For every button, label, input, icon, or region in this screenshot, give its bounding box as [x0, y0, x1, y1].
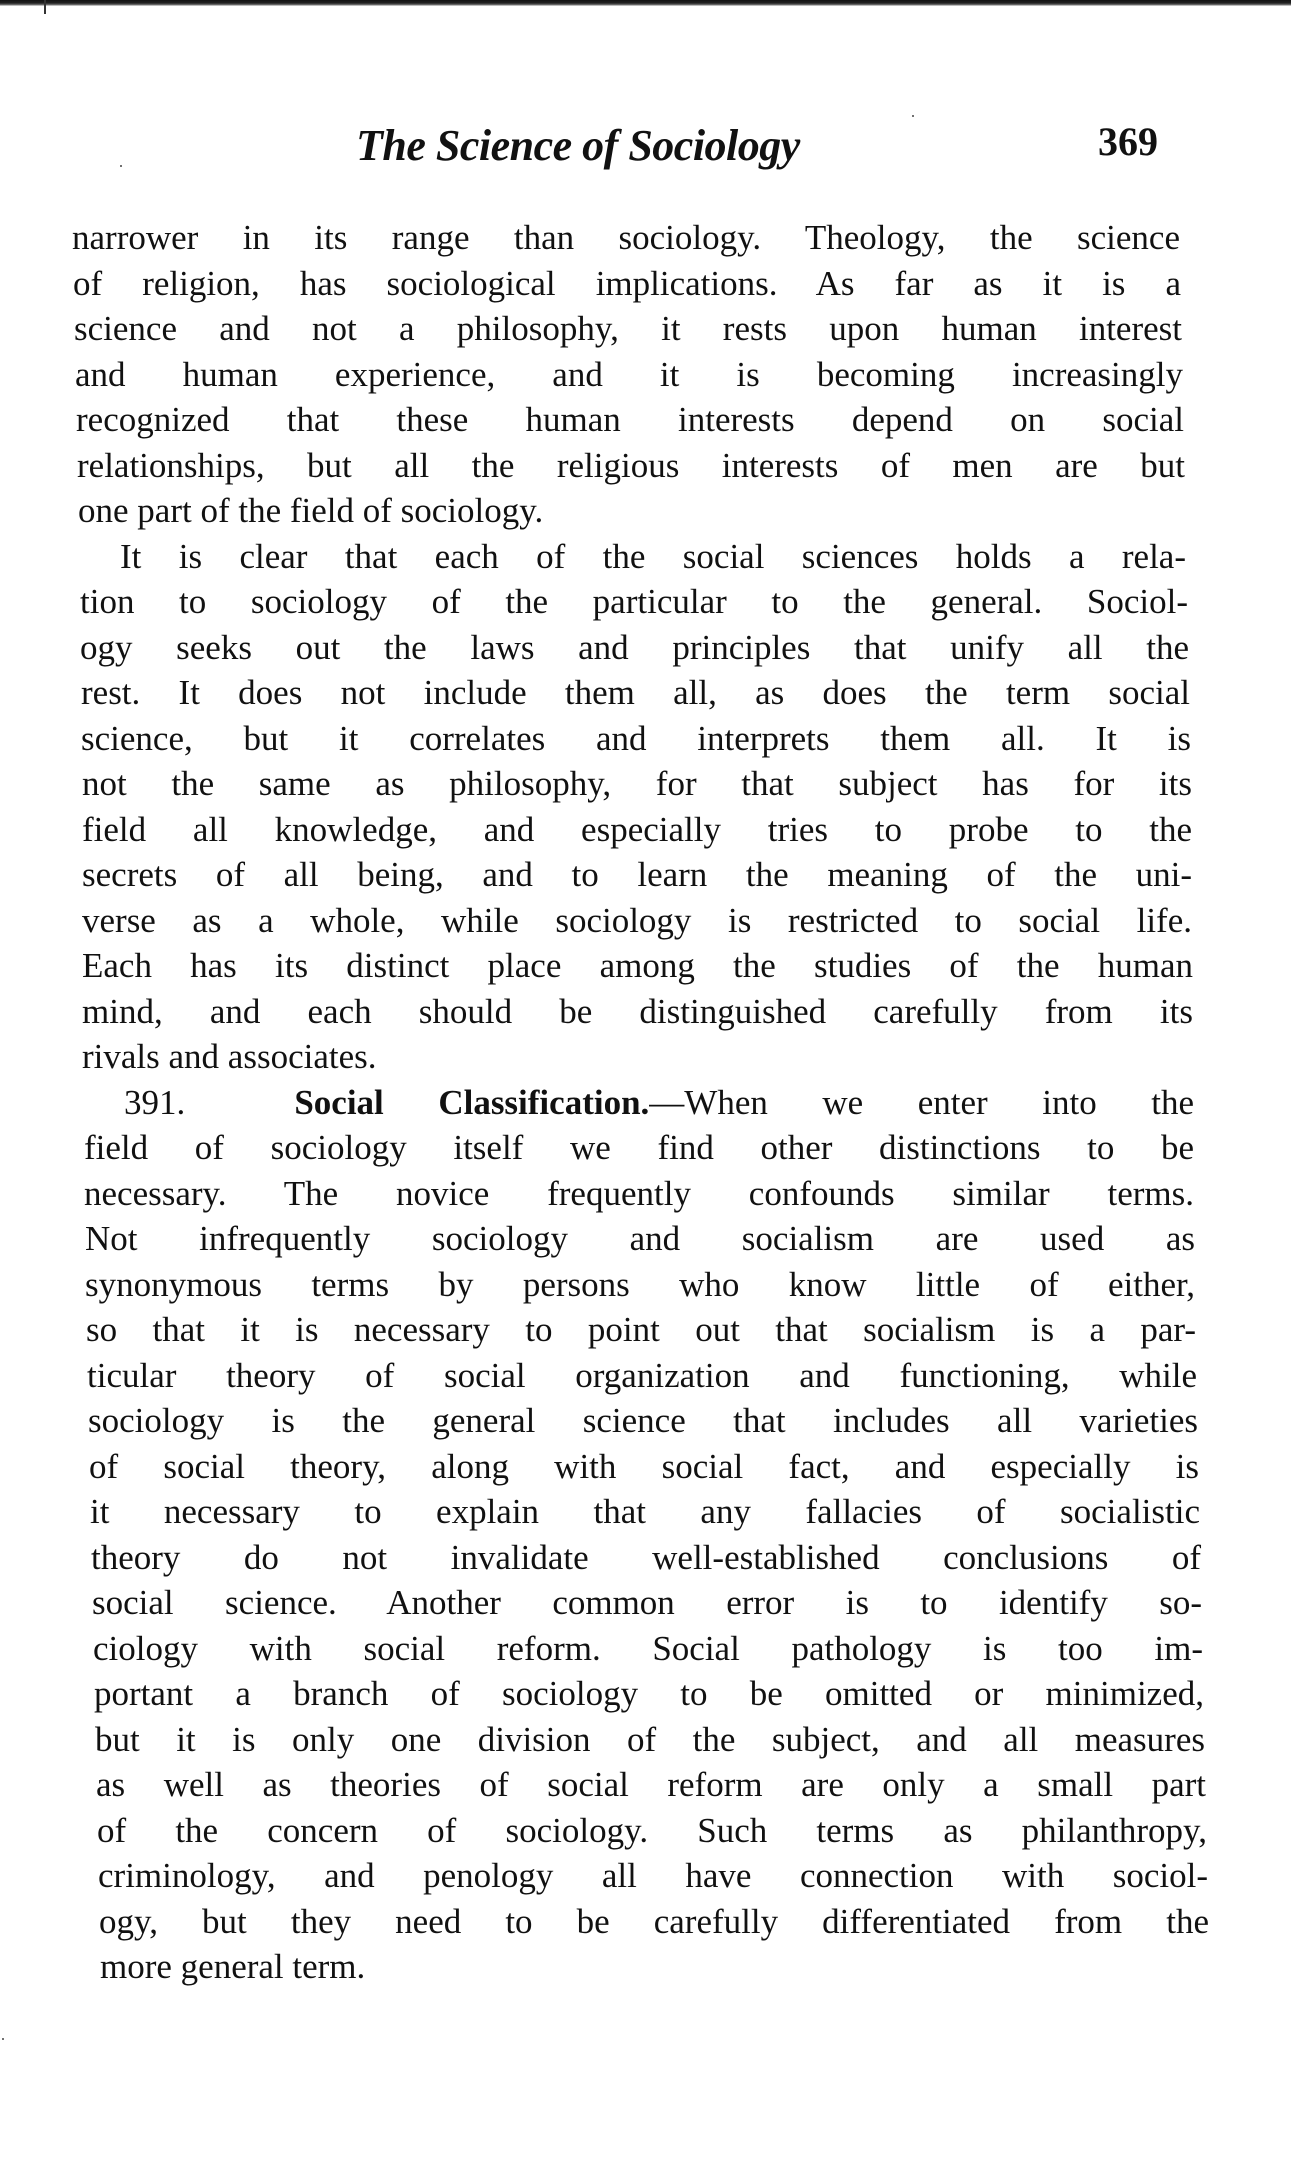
text-line: Each has its distinct place among the studies of the human	[82, 946, 1193, 985]
text-line: as well as theories of social reform are only a small part	[96, 1765, 1206, 1804]
text-line: narrower in its range than sociology. Theology, the science	[72, 218, 1180, 257]
text-line: but it is only one division of the subject, and all measures	[95, 1720, 1205, 1759]
section-number: 391.	[124, 1083, 186, 1122]
text-line: ciology with social reform. Social pathology is too im-	[93, 1629, 1203, 1668]
scan-speck	[120, 165, 122, 167]
section-heading-line	[124, 1083, 1194, 1123]
text-line: sociology is the general science that includes all varieties	[88, 1401, 1198, 1440]
text-line: secrets of all being, and to learn the meaning of the uni-	[82, 855, 1192, 894]
text-line: social science. Another common error is to identify so-	[92, 1583, 1202, 1622]
text-line: theory do not invalidate well-established conclusions of	[91, 1538, 1201, 1577]
text-line: and human experience, and it is becoming increasingly	[75, 355, 1183, 394]
text-line: not the same as philosophy, for that subject has for its	[82, 764, 1192, 803]
text-line: one part of the field of sociology.	[78, 491, 544, 530]
running-title: The Science of Sociology	[356, 121, 800, 170]
text-line: more general term.	[100, 1947, 366, 1986]
scan-speck	[2, 2038, 4, 2040]
text-line: rivals and associates.	[82, 1037, 377, 1076]
text-line: of the concern of sociology. Such terms as philanthropy,	[97, 1811, 1207, 1850]
text-line: science and not a philosophy, it rests upon human interest	[74, 309, 1182, 348]
text-line: necessary. The novice frequently confounds similar terms.	[84, 1174, 1194, 1213]
text-line: It is clear that each of the social sciences holds a rela-	[120, 537, 1186, 576]
text-line: ogy, but they need to be carefully differentiated from the	[99, 1902, 1209, 1941]
text-line: so that it is necessary to point out that socialism is a par-	[86, 1310, 1196, 1349]
text-line: synonymous terms by persons who know little of either,	[85, 1265, 1195, 1304]
page-number: 369	[1098, 119, 1158, 164]
section-lead-text: —When we enter into the	[649, 1083, 1194, 1122]
text-line: ogy seeks out the laws and principles that unify all the	[80, 628, 1189, 667]
text-line: mind, and each should be distinguished carefully from its	[82, 992, 1193, 1031]
text-line: Not infrequently sociology and socialism are used as	[85, 1219, 1195, 1258]
text-line: ticular theory of social organization and functioning, while	[87, 1356, 1197, 1395]
text-line: tion to sociology of the particular to the general. Sociol-	[80, 582, 1188, 621]
text-line: it necessary to explain that any fallacies of socialistic	[90, 1492, 1200, 1531]
text-line: recognized that these human interests depend on social	[76, 400, 1184, 439]
text-line: field of sociology itself we find other distinctions to be	[84, 1128, 1194, 1167]
scan-speck	[912, 115, 914, 117]
text-line: criminology, and penology all have connection with sociol-	[98, 1856, 1208, 1895]
text-line: relationships, but all the religious interests of men are but	[77, 446, 1185, 485]
section-title: Social Classification.	[294, 1083, 650, 1122]
text-line: of social theory, along with social fact, and especially is	[89, 1447, 1199, 1486]
text-line: verse as a whole, while sociology is restricted to social life.	[82, 901, 1192, 940]
text-line: portant a branch of sociology to be omitted or minimized,	[94, 1674, 1204, 1713]
text-line: of religion, has sociological implications. As far as it is a	[73, 264, 1181, 303]
text-line: science, but it correlates and interprets them all. It is	[81, 719, 1191, 758]
text-line: field all knowledge, and especially tries to probe to the	[82, 810, 1192, 849]
text-line: rest. It does not include them all, as does the term social	[81, 673, 1190, 712]
